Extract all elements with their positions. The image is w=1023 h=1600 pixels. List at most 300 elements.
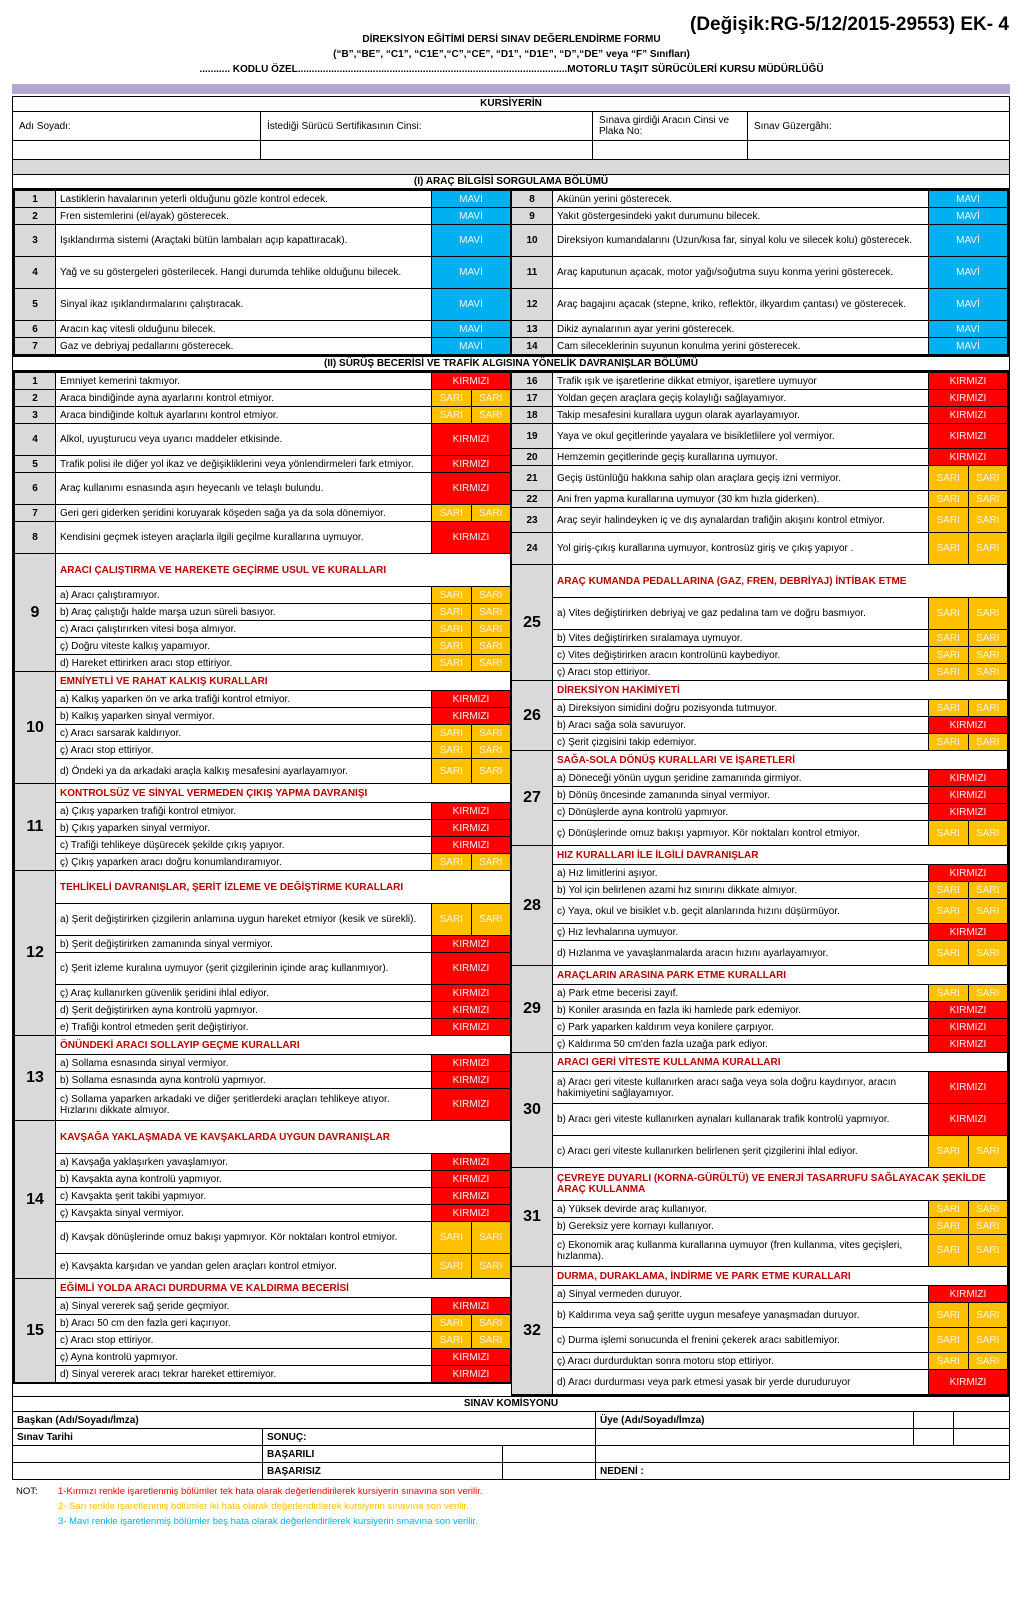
item-group	[512, 751, 1007, 846]
mavi-mark[interactable]: MAVİ	[431, 191, 510, 207]
result-label: SONUÇ:	[263, 1429, 596, 1445]
group-body	[56, 672, 510, 783]
sari-box[interactable]: SARI	[968, 664, 1008, 680]
sari-box[interactable]: SARI	[936, 1245, 960, 1256]
sari-box[interactable]: SARI	[968, 647, 1008, 663]
kirmizi-mark[interactable]: KIRMIZI	[431, 985, 510, 1001]
item-text: c) Ekonomik araç kullanma kurallarına uymuyor (fren kullanma, vites geçişleri, hızlanma).	[557, 1239, 903, 1262]
sari-box[interactable]: SARI	[439, 744, 463, 756]
group-number: 31	[512, 1168, 553, 1266]
sari-mark[interactable]	[928, 899, 1007, 923]
sari-box[interactable]: SARI	[471, 725, 511, 741]
item-row	[56, 638, 510, 655]
sari-box[interactable]: SARI	[936, 1309, 960, 1321]
item-text: d) Sinyal vererek aracı tekrar hareket ettiremiyor.	[60, 1368, 277, 1380]
sari-mark[interactable]	[431, 1222, 510, 1253]
kirmizi-mark[interactable]: KIRMIZI	[431, 1205, 510, 1221]
kirmizi-mark[interactable]: KIRMIZI	[928, 865, 1007, 881]
kirmizi-mark[interactable]: KIRMIZI	[431, 803, 510, 819]
form-title: DİREKSİYON EĞİTİMİ DERSİ SINAV DEĞERLENDİRME FORMU	[362, 34, 661, 45]
mavi-mark[interactable]: MAVİ	[928, 225, 1007, 256]
kirmizi-mark[interactable]: KIRMIZI	[928, 770, 1007, 786]
item-number: 21	[512, 466, 553, 490]
group-heading: ARAÇLARIN ARASINA PARK ETME KURALLARI	[553, 966, 1007, 985]
item-row	[512, 449, 1007, 466]
sari-box[interactable]: SARI	[471, 1315, 511, 1331]
kirmizi-mark[interactable]: KIRMIZI	[928, 373, 1007, 389]
sari-box[interactable]: SARI	[439, 1260, 463, 1272]
item-text: b) Kalkış yaparken sinyal vermiyor.	[60, 710, 215, 722]
item-row	[553, 1072, 1007, 1104]
mavi-mark[interactable]: MAVİ	[431, 289, 510, 320]
sari-box[interactable]: SARI	[936, 905, 960, 917]
item-text: Araca bindiğinde koltuk ayarlarını kontrol etmiyor.	[60, 409, 279, 421]
sari-box[interactable]: SARI	[439, 657, 463, 669]
kirmizi-mark[interactable]: KIRMIZI	[928, 449, 1007, 465]
mavi-mark[interactable]: MAVİ	[928, 289, 1007, 320]
item-text: Lastiklerin havalarının yeterli olduğunu gözle kontrol edecek.	[60, 193, 328, 205]
sari-box[interactable]: SARI	[439, 856, 463, 868]
sari-box[interactable]: SARI	[439, 589, 463, 601]
sari-box[interactable]: SARI	[968, 700, 1008, 716]
sari-mark[interactable]	[928, 508, 1007, 532]
sign-box-2[interactable]	[954, 1412, 1009, 1428]
sari-mark[interactable]	[928, 882, 1007, 898]
item-row	[56, 854, 510, 870]
sari-box[interactable]: SARI	[968, 1201, 1008, 1217]
item-text: Fren sistemlerini (el/ayak) gösterecek.	[60, 210, 229, 222]
sari-box[interactable]: SARI	[968, 941, 1008, 965]
item-number: 1	[15, 191, 56, 207]
group-heading: EMNİYETLİ VE RAHAT KALKIŞ KURALLARI	[56, 672, 510, 691]
sari-mark[interactable]	[928, 1136, 1007, 1167]
item-text: ç) Aracı stop ettiriyor.	[557, 666, 651, 678]
item-row	[15, 522, 510, 554]
sari-box[interactable]: SARI	[936, 514, 960, 526]
mavi-mark[interactable]: MAVİ	[431, 338, 510, 354]
sari-box[interactable]: SARI	[439, 1317, 463, 1329]
sari-box[interactable]: SARI	[936, 827, 960, 839]
sari-mark[interactable]	[928, 821, 1007, 845]
item-text: c) Şerit çizgisini takip edemiyor.	[557, 736, 697, 748]
item-number: 7	[15, 505, 56, 521]
sari-mark[interactable]	[431, 1254, 510, 1278]
reason-label: NEDENİ :	[600, 1465, 644, 1477]
item-group	[15, 1121, 510, 1279]
item-group	[15, 871, 510, 1036]
section1-right-column	[511, 189, 1009, 356]
form-reference: (Değişik:RG-5/12/2015-29553) EK- 4	[690, 14, 1009, 35]
sari-mark[interactable]	[431, 1332, 510, 1348]
komisyon-row-1	[13, 1412, 1009, 1429]
kirmizi-mark[interactable]: KIRMIZI	[431, 522, 510, 553]
sari-mark[interactable]	[928, 533, 1007, 564]
sari-box[interactable]: SARI	[471, 638, 511, 654]
kirmizi-mark[interactable]: KIRMIZI	[431, 1349, 510, 1365]
item-row	[56, 1205, 510, 1222]
item-row	[512, 466, 1007, 491]
group-number: 26	[512, 681, 553, 750]
kirmizi-mark[interactable]: KIRMIZI	[928, 1002, 1007, 1018]
sari-box[interactable]: SARI	[439, 623, 463, 635]
item-text: ç) Araç kullanırken güvenlik şeridini ihlal ediyor.	[60, 987, 269, 999]
kirmizi-mark[interactable]: KIRMIZI	[431, 1089, 510, 1120]
item-group	[512, 1168, 1007, 1267]
sari-mark[interactable]	[928, 1218, 1007, 1234]
sari-box[interactable]: SARI	[968, 491, 1008, 507]
sari-mark[interactable]	[928, 664, 1007, 680]
mavi-mark[interactable]: MAVİ	[431, 225, 510, 256]
sari-box[interactable]: SARI	[471, 854, 511, 870]
item-number: 18	[512, 407, 553, 423]
item-number: 22	[512, 491, 553, 507]
item-row	[56, 621, 510, 638]
school-line: ........... KODLU ÖZEL.................................................................................................MOTORLU TAŞIT SÜRÜCÜLERİ KURSU MÜDÜRLÜĞÜ	[199, 64, 824, 75]
item-text: c) Yaya, okul ve bisiklet v.b. geçit alanlarında hızını düşürmüyor.	[557, 905, 840, 917]
sari-box[interactable]: SARI	[968, 821, 1008, 845]
item-text: a) Yüksek devirde araç kullanıyor.	[557, 1203, 707, 1215]
sari-mark[interactable]	[431, 759, 510, 783]
sari-box[interactable]: SARI	[936, 1203, 960, 1215]
sari-box[interactable]: SARI	[936, 632, 960, 644]
sari-box[interactable]: SARI	[471, 604, 511, 620]
sari-mark[interactable]	[928, 1235, 1007, 1266]
note-red: 1-Kırmızı renkle işaretlenmiş bölümler tek hata olarak değerlendirilerek kursiyerin sınavına son verilir.	[58, 1486, 483, 1497]
sari-box[interactable]: SARI	[936, 1220, 960, 1232]
sari-box[interactable]: SARI	[439, 1232, 463, 1243]
sari-box[interactable]: SARI	[439, 507, 463, 519]
item-text: c) Trafiği tehlikeye düşürecek şekilde çıkış yapıyor.	[60, 839, 285, 851]
mavi-mark[interactable]: MAVİ	[431, 257, 510, 288]
item-group	[15, 1036, 510, 1121]
group-body	[553, 681, 1007, 750]
sari-box[interactable]: SARI	[471, 587, 511, 603]
blank-cell	[596, 1429, 914, 1445]
kirmizi-mark[interactable]: KIRMIZI	[431, 1055, 510, 1071]
sari-box[interactable]: SARI	[936, 1146, 960, 1157]
sari-box[interactable]: SARI	[471, 742, 511, 758]
sari-mark[interactable]	[431, 390, 510, 406]
kirmizi-mark[interactable]: KIRMIZI	[928, 787, 1007, 803]
sari-box[interactable]: SARI	[439, 1334, 463, 1346]
item-row	[15, 505, 510, 522]
sari-box[interactable]: SARI	[936, 543, 960, 554]
kirmizi-mark[interactable]: KIRMIZI	[928, 390, 1007, 406]
item-text: ç) Kaldırıma 50 cm'den fazla uzağa park ediyor.	[557, 1038, 768, 1050]
sari-mark[interactable]	[928, 1328, 1007, 1352]
sari-box[interactable]: SARI	[471, 759, 511, 783]
item-row	[56, 1019, 510, 1035]
sari-mark[interactable]	[928, 1303, 1007, 1327]
mavi-mark[interactable]: MAVİ	[928, 208, 1007, 224]
item-text: Yağ ve su göstergeleri gösterilecek. Hangi durumda tehlike olduğunu bilecek.	[60, 267, 402, 278]
sari-box[interactable]: SARI	[968, 1328, 1008, 1352]
sari-box[interactable]: SARI	[439, 914, 463, 925]
sari-box[interactable]: SARI	[968, 985, 1008, 1001]
kirmizi-mark[interactable]: KIRMIZI	[928, 1104, 1007, 1135]
item-row	[56, 936, 510, 953]
group-body	[553, 846, 1007, 965]
sari-box[interactable]: SARI	[471, 407, 511, 423]
kirmizi-mark[interactable]: KIRMIZI	[431, 1154, 510, 1170]
sari-box[interactable]: SARI	[471, 505, 511, 521]
sari-mark[interactable]	[431, 407, 510, 423]
sari-box[interactable]: SARI	[936, 472, 960, 484]
item-row	[56, 1002, 510, 1019]
group-number: 28	[512, 846, 553, 965]
kirmizi-mark[interactable]: KIRMIZI	[928, 924, 1007, 940]
item-row	[15, 338, 510, 354]
kirmizi-mark[interactable]: KIRMIZI	[431, 953, 510, 984]
sari-box[interactable]: SARI	[439, 640, 463, 652]
kirmizi-mark[interactable]: KIRMIZI	[431, 1298, 510, 1314]
sari-box[interactable]: SARI	[936, 884, 960, 896]
sari-box[interactable]: SARI	[968, 630, 1008, 646]
sari-box[interactable]: SARI	[968, 1136, 1008, 1167]
sari-mark[interactable]	[431, 655, 510, 671]
kirmizi-mark[interactable]: KIRMIZI	[431, 373, 510, 389]
sari-box[interactable]: SARI	[471, 621, 511, 637]
komisyon-title: SINAV KOMİSYONU	[13, 1396, 1009, 1412]
sari-mark[interactable]	[431, 1315, 510, 1331]
certificate-field[interactable]	[261, 141, 593, 159]
sari-box[interactable]: SARI	[936, 1334, 960, 1346]
sari-mark[interactable]	[928, 1201, 1007, 1217]
kirmizi-mark[interactable]: KIRMIZI	[431, 708, 510, 724]
mavi-mark[interactable]: MAVİ	[928, 191, 1007, 207]
kirmizi-mark[interactable]: KIRMIZI	[431, 456, 510, 472]
item-text: a) Kavşağa yaklaşırken yavaşlamıyor.	[60, 1156, 228, 1168]
kirmizi-mark[interactable]: KIRMIZI	[928, 1072, 1007, 1103]
item-row	[553, 1370, 1007, 1394]
item-row	[553, 770, 1007, 787]
kirmizi-mark[interactable]: KIRMIZI	[431, 936, 510, 952]
item-text: ç) Ayna kontrolü yapmıyor.	[60, 1351, 178, 1363]
item-text: Dikiz aynalarının ayar yerini gösterecek.	[557, 323, 735, 335]
kirmizi-mark[interactable]: KIRMIZI	[928, 1019, 1007, 1035]
sari-box[interactable]: SARI	[968, 1303, 1008, 1327]
item-text: e) Kavşakta karşıdan ve yandan gelen araçları kontrol etmiyor.	[60, 1260, 337, 1272]
kirmizi-mark[interactable]: KIRMIZI	[431, 820, 510, 836]
route-label: Sınav Güzergâhı:	[754, 120, 832, 132]
sari-box[interactable]: SARI	[936, 649, 960, 661]
sari-box[interactable]: SARI	[936, 608, 960, 619]
sari-mark[interactable]	[431, 725, 510, 741]
item-number: 23	[512, 508, 553, 532]
kirmizi-mark[interactable]: KIRMIZI	[431, 837, 510, 853]
item-number: 12	[512, 289, 553, 320]
sign-box-1[interactable]	[914, 1412, 954, 1428]
sari-mark[interactable]	[928, 941, 1007, 965]
sari-box[interactable]: SARI	[439, 409, 463, 421]
sari-mark[interactable]	[928, 734, 1007, 750]
item-row	[512, 533, 1007, 565]
kirmizi-mark[interactable]: KIRMIZI	[431, 1019, 510, 1035]
group-body	[553, 966, 1007, 1052]
sari-box[interactable]: SARI	[968, 533, 1008, 564]
kirmizi-mark[interactable]: KIRMIZI	[431, 1002, 510, 1018]
failed-box[interactable]	[503, 1463, 596, 1479]
sari-box[interactable]: SARI	[968, 1218, 1008, 1234]
item-row	[56, 1222, 510, 1254]
sari-box[interactable]: SARI	[968, 1235, 1008, 1266]
group-heading: KONTROLSÜZ VE SİNYAL VERMEDEN ÇIKIŞ YAPMA DAVRANIŞI	[56, 784, 510, 803]
sari-box[interactable]: SARI	[471, 390, 511, 406]
sari-box[interactable]: SARI	[471, 1332, 511, 1348]
mavi-mark[interactable]: MAVİ	[928, 338, 1007, 354]
sari-box[interactable]: SARI	[936, 666, 960, 678]
sari-box[interactable]: SARI	[968, 899, 1008, 923]
sari-mark[interactable]	[928, 466, 1007, 490]
sari-box[interactable]: SARI	[471, 904, 511, 935]
sari-mark[interactable]	[928, 1353, 1007, 1369]
mavi-mark[interactable]: MAVİ	[928, 257, 1007, 288]
item-row	[56, 1072, 510, 1089]
item-text: c) Dönüşlerde ayna kontrolü yapmıyor.	[557, 806, 729, 818]
item-row	[56, 953, 510, 985]
group-body	[56, 1121, 510, 1278]
kirmizi-mark[interactable]: KIRMIZI	[928, 1370, 1007, 1394]
item-text: Geri geri giderken şeridini koruyarak köşeden sağa ya da sola dönemiyor.	[60, 507, 386, 519]
sari-mark[interactable]	[431, 742, 510, 758]
group-number: 9	[15, 554, 56, 671]
kirmizi-mark[interactable]: KIRMIZI	[431, 691, 510, 707]
item-text: c) Sollama yaparken arkadaki ve diğer şeritlerdeki araçları tehlikeye atıyor. Hızlarını dikkate almıyor.	[60, 1093, 390, 1116]
item-number: 4	[15, 257, 56, 288]
sari-box[interactable]: SARI	[471, 1222, 511, 1253]
item-text: Akünün yerini gösterecek.	[557, 193, 673, 205]
sari-mark[interactable]	[431, 904, 510, 935]
group-body	[56, 871, 510, 1035]
item-row	[553, 985, 1007, 1002]
kirmizi-mark[interactable]: KIRMIZI	[928, 804, 1007, 820]
sari-box[interactable]: SARI	[471, 1254, 511, 1278]
sari-box[interactable]: SARI	[471, 655, 511, 671]
sari-box[interactable]: SARI	[439, 606, 463, 618]
item-row	[56, 1332, 510, 1349]
item-row	[553, 865, 1007, 882]
group-heading: TEHLİKELİ DAVRANIŞLAR, ŞERİT İZLEME VE DEĞİŞTİRME KURALLARI	[56, 871, 510, 904]
item-row	[56, 655, 510, 671]
item-row	[15, 289, 510, 321]
sari-box[interactable]: SARI	[936, 987, 960, 999]
kirmizi-mark[interactable]: KIRMIZI	[431, 1072, 510, 1088]
item-row	[56, 1349, 510, 1366]
passed-box[interactable]	[503, 1446, 596, 1462]
mavi-mark[interactable]: MAVİ	[431, 321, 510, 337]
item-text: a) Kalkış yaparken ön ve arka trafiği kontrol etmiyor.	[60, 693, 291, 705]
sari-box[interactable]: SARI	[936, 1355, 960, 1367]
sari-mark[interactable]	[431, 505, 510, 521]
item-text: a) Direksiyon simidini doğru pozisyonda tutmuyor.	[557, 702, 778, 714]
kirmizi-mark[interactable]: KIRMIZI	[431, 1366, 510, 1382]
sari-box[interactable]: SARI	[968, 508, 1008, 532]
item-text: Kendisini geçmek isteyen araçlarla ilgili geçilme kurallarına uymuyor.	[60, 532, 364, 543]
group-heading: ÇEVREYE DUYARLI (KORNA-GÜRÜLTÜ) VE ENERJİ TASARRUFU SAĞLAYACAK ŞEKİLDE ARAÇ KULLANMA	[553, 1168, 1007, 1201]
item-text: c) Kavşakta şerit takibi yapmıyor.	[60, 1190, 207, 1202]
item-text: d) Şerit değiştirirken ayna kontrolü yapmıyor.	[60, 1004, 258, 1016]
kirmizi-mark[interactable]: KIRMIZI	[928, 407, 1007, 423]
vehicle-field[interactable]	[593, 141, 748, 159]
mavi-mark[interactable]: MAVİ	[431, 208, 510, 224]
kirmizi-mark[interactable]: KIRMIZI	[928, 424, 1007, 448]
kirmizi-mark[interactable]: KIRMIZI	[431, 1188, 510, 1204]
sari-mark[interactable]	[431, 638, 510, 654]
item-row	[512, 373, 1007, 390]
item-text: Ani fren yapma kurallarına uymuyor (30 km hızla giderken).	[557, 493, 820, 505]
sari-box[interactable]: SARI	[968, 882, 1008, 898]
sari-mark[interactable]	[928, 630, 1007, 646]
sari-box[interactable]: SARI	[968, 598, 1008, 629]
kirmizi-mark[interactable]: KIRMIZI	[431, 1171, 510, 1187]
item-number: 17	[512, 390, 553, 406]
item-text: Geçiş üstünlüğü hakkına sahip olan araçlara geçiş izni vermiyor.	[557, 472, 842, 484]
kirmizi-mark[interactable]: KIRMIZI	[431, 473, 510, 504]
sari-mark[interactable]	[431, 587, 510, 603]
item-row	[56, 1188, 510, 1205]
sari-mark[interactable]	[431, 854, 510, 870]
sari-box[interactable]: SARI	[968, 734, 1008, 750]
sari-box[interactable]: SARI	[936, 947, 960, 959]
item-row	[553, 1002, 1007, 1019]
item-group	[15, 784, 510, 871]
kirmizi-mark[interactable]: KIRMIZI	[431, 424, 510, 455]
sari-box[interactable]: SARI	[439, 727, 463, 739]
kirmizi-mark[interactable]: KIRMIZI	[928, 717, 1007, 733]
group-number: 12	[15, 871, 56, 1035]
route-field[interactable]	[748, 141, 1009, 159]
sari-mark[interactable]	[431, 604, 510, 620]
sari-box[interactable]: SARI	[936, 702, 960, 714]
item-row	[56, 1298, 510, 1315]
item-row	[15, 225, 510, 257]
sari-mark[interactable]	[928, 598, 1007, 629]
sari-box[interactable]: SARI	[968, 1353, 1008, 1369]
group-heading: DİREKSİYON HAKİMİYETİ	[553, 681, 1007, 700]
sari-mark[interactable]	[928, 700, 1007, 716]
sari-box[interactable]: SARI	[439, 392, 463, 404]
item-row	[553, 899, 1007, 924]
group-number: 32	[512, 1267, 553, 1394]
group-body	[56, 1036, 510, 1120]
sari-box[interactable]: SARI	[439, 765, 463, 777]
item-text: Trafik ışık ve işaretlerine dikkat etmiyor, işaretlere uymuyor	[557, 375, 817, 387]
sari-mark[interactable]	[431, 621, 510, 637]
kirmizi-mark[interactable]: KIRMIZI	[928, 1286, 1007, 1302]
name-field[interactable]	[13, 141, 261, 159]
sari-mark[interactable]	[928, 491, 1007, 507]
sari-box[interactable]: SARI	[936, 736, 960, 748]
item-text: Trafik polisi ile diğer yol ikaz ve değişikliklerini veya yönlendirmeleri fark etmiyor.	[60, 458, 414, 470]
item-group	[512, 681, 1007, 751]
kirmizi-mark[interactable]: KIRMIZI	[928, 1036, 1007, 1052]
sari-mark[interactable]	[928, 985, 1007, 1001]
item-text: c) Park yaparken kaldırım veya konilere çarpıyor.	[557, 1021, 774, 1033]
kursiyer-labels-row	[13, 112, 1009, 141]
item-row	[553, 1136, 1007, 1167]
item-number: 4	[15, 424, 56, 455]
sari-mark[interactable]	[928, 647, 1007, 663]
group-heading: DURMA, DURAKLAMA, İNDİRME VE PARK ETME KURALLARI	[553, 1267, 1007, 1286]
certificate-label: İstediği Sürücü Sertifikasının Cinsi:	[261, 112, 593, 140]
item-row	[15, 390, 510, 407]
sari-box[interactable]: SARI	[968, 466, 1008, 490]
item-text: c) Aracı geri viteste kullanırken belirlenen şerit çizgilerini ihlal ediyor.	[557, 1146, 858, 1157]
sari-box[interactable]: SARI	[936, 493, 960, 505]
item-text: Sinyal ikaz ışıklandırmalarını çalıştıracak.	[60, 299, 244, 310]
item-text: e) Trafiği kontrol etmeden şerit değiştiriyor.	[60, 1021, 249, 1033]
mavi-mark[interactable]: MAVİ	[928, 321, 1007, 337]
